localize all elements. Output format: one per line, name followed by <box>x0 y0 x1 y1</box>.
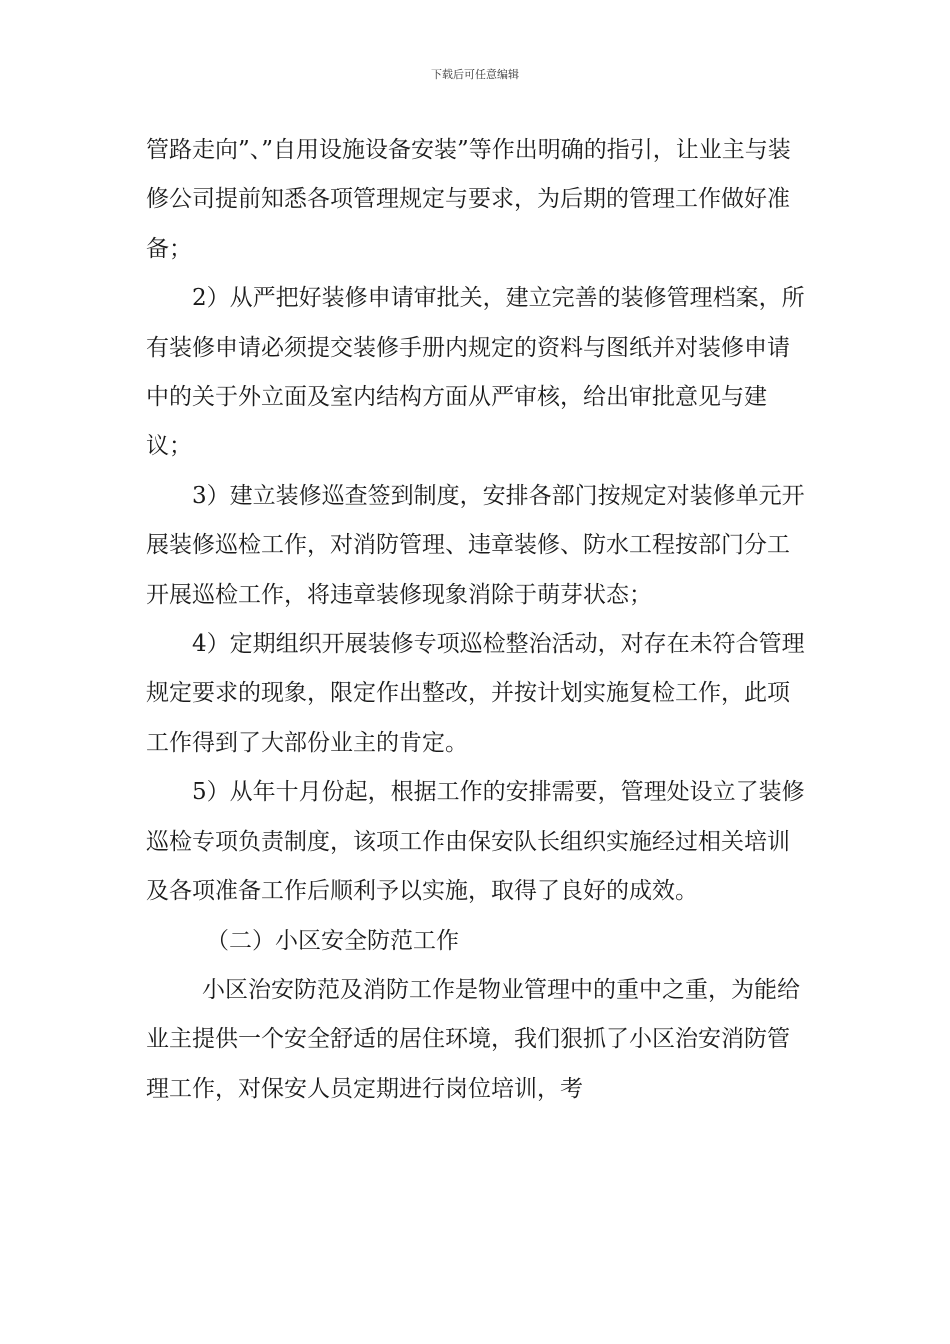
section-paragraph: 小区治安防范及消防工作是物业管理中的重中之重，为能给业主提供一个安全舒适的居住环境，我们狠抓了小区治安消防管理工作，对保安人员定期进行岗位培训，考 <box>146 976 800 1102</box>
document-body <box>146 126 806 1114</box>
paragraph-item-2: 2）从严把好装修申请审批关，建立完善的装修管理档案，所有装修申请必须提交装修手册内规定的资料与图纸并对装修申请中的关于外立面及室内结构方面从严审核，给出审批意见与建议； <box>146 285 805 460</box>
paragraph-continuation: 管路走向”、”自用设施设备安装”等作出明确的指引，让业主与装修公司提前知悉各项管理规定与要求，为后期的管理工作做好准备； <box>146 137 791 262</box>
page-header: 下载后可任意编辑 <box>431 68 519 81</box>
paragraph-item-4: 4）定期组织开展装修专项巡检整治活动，对存在未符合管理规定要求的现象，限定作出整改，并按计划实施复检工作，此项工作得到了大部份业主的肯定。 <box>146 631 805 756</box>
paragraph-item-5: 5）从年十月份起，根据工作的安排需要，管理处设立了装修巡检专项负责制度，该项工作由保安队长组织实施经过相关培训及各项准备工作后顺利予以实施，取得了良好的成效。 <box>146 779 805 905</box>
section-heading: （二）小区安全防范工作 <box>206 927 459 954</box>
paragraph-item-3: 3）建立装修巡查签到制度，安排各部门按规定对装修单元开展装修巡检工作，对消防管理、违章装修、防水工程按部门分工开展巡检工作，将违章装修现象消除于萌芽状态； <box>146 482 805 608</box>
